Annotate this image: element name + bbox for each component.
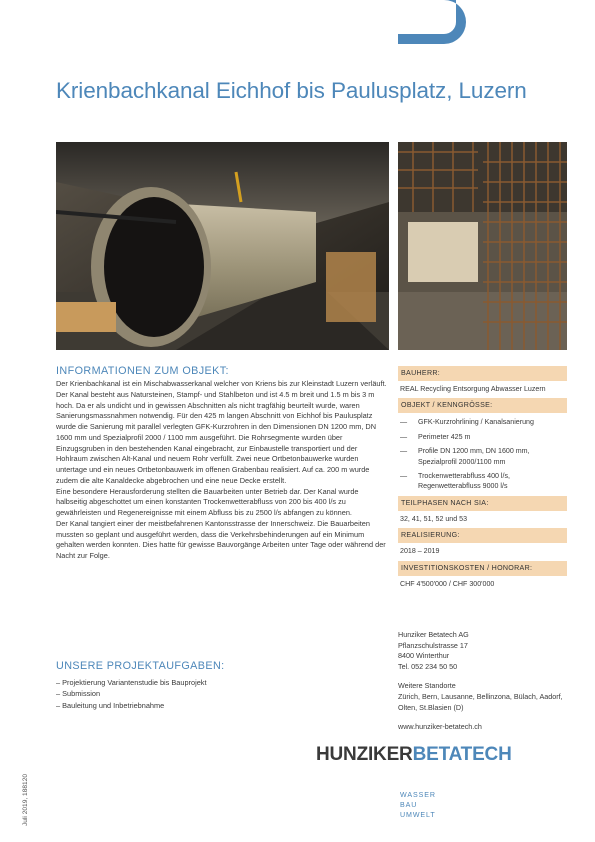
kosten-value: CHF 4'500'000 / CHF 300'000 xyxy=(400,579,495,588)
tagline-item: BAU xyxy=(400,801,418,810)
locations-label: Weitere Standorte xyxy=(398,681,456,691)
brand-wordmark xyxy=(316,744,512,772)
tagline-item: UMWELT xyxy=(400,811,436,820)
brand-tagline xyxy=(400,790,436,821)
brand-logo-mark xyxy=(398,0,466,44)
teilphasen-value: 32, 41, 51, 52 und 53 xyxy=(400,514,468,523)
company-website[interactable]: www.hunziker-betatech.ch xyxy=(398,722,482,732)
objekt-item: — Trockenwetterabfluss 400 l/s, Regenwetterabfluss 9000 l/s xyxy=(400,472,510,491)
objekt-item: — Profile DN 1200 mm, DN 1600 mm, Spezialprofil 2000/1100 mm xyxy=(400,447,530,466)
brand-word-betatech: BETATECH xyxy=(412,744,512,765)
task-item: – Bauleitung und Inbetriebnahme xyxy=(56,700,165,710)
company-contact xyxy=(398,630,578,733)
kosten-label: INVESTITIONSKOSTEN / HONORAR: xyxy=(398,561,567,576)
info-heading: INFORMATIONEN ZUM OBJEKT: xyxy=(56,365,229,377)
info-paragraph: Der Krienbachkanal ist ein Mischabwasserkanal welcher von Kriens bis zur Kleinstadt Luzern verläuft. Der Kanal besteht aus Natursteinen, Stampf- und Stahlbeton und ist 4.5 m breit und 1.5 m bis 3 m hoch. Da er als undicht und in gewissen Abschnitten als nicht tragfähig beurteilt wurde, waren Sanierungsmassnahmen notwendig. Für den 425 m langen Abschnitt von Eichhof bis Paulusplatz wurde die Sanierung mit parallel verlegten GFK-Kurzrohren in den Dimensionen DN 1200 mm, DN 1600 mm und Spezialprofil 2000 / 1100 mm ausgeführt. Die Rohrsegmente wurden über Einzugsgruben in den bestehenden Kanal eingebracht, zur Einbaustelle transportiert und der Hohlraum zwischen Alt-Kanal und neuem Rohr verfüllt. Zwei neue Ortbetonbauwerke wurden untertage und ein neues Ortbetonbauwerk im offenen Grabenbau realisiert. Auf ca. 200 m wurde zudem die alte Kanaldecke abgebrochen und eine neue Decke erstellt. xyxy=(56,379,387,485)
task-item: – Submission xyxy=(56,689,101,699)
project-facts-sidebar xyxy=(398,366,567,593)
tasks-list xyxy=(56,677,386,711)
company-name: Hunziker Betatech AG xyxy=(398,630,469,639)
photo-rebar-structure xyxy=(398,142,567,350)
photo-pipe-in-tunnel xyxy=(56,142,389,350)
info-paragraph: Der Kanal tangiert einer der meistbefahrenen Kantonsstrasse der Innerschweiz. Die Bauarbeiten mussten so geplant und ausgeführt werden, dass die Verkehrsbehinderungen auf ein Minimum gehalten werden konnten. Dies hatte für gewisse Bauvorgänge Arbeiten unter Tage oder während der Nacht zur Folge. xyxy=(56,518,386,560)
page-title: Krienbachkanal Eichhof bis Paulusplatz, Luzern xyxy=(56,78,527,103)
company-phone: Tel. 052 234 50 50 xyxy=(398,661,458,671)
bauherr-value: REAL Recycling Entsorgung Abwasser Luzern xyxy=(400,385,546,393)
date-code: Juli 2019, 188120 xyxy=(22,773,29,826)
info-body xyxy=(56,379,390,562)
locations-list: Zürich, Bern, Lausanne, Bellinzona, Bülach, Aadorf, Olten, St.Blasien (D) xyxy=(398,691,563,712)
objekt-label: OBJEKT / KENNGRÖSSE: xyxy=(398,398,567,413)
objekt-list xyxy=(398,413,567,495)
company-street: Pflanzschulstrasse 17 xyxy=(398,640,468,650)
company-city: 8400 Winterthur xyxy=(398,651,450,661)
tasks-heading: UNSERE PROJEKTAUFGABEN: xyxy=(56,660,225,672)
objekt-item: — Perimeter 425 m xyxy=(400,432,471,441)
realisierung-label: REALISIERUNG: xyxy=(398,528,567,543)
realisierung-value: 2018 – 2019 xyxy=(400,547,440,556)
task-item: – Projektierung Variantenstudie bis Bauprojekt xyxy=(56,678,207,687)
tagline-item: WASSER xyxy=(400,791,436,799)
objekt-item: — GFK-Kurzrohrlining / Kanalsanierung xyxy=(400,418,534,427)
brand-word-hunziker: HUNZIKER xyxy=(316,744,413,765)
bauherr-label: BAUHERR: xyxy=(398,366,567,381)
teilphasen-label: TEILPHASEN NACH SIA: xyxy=(398,496,567,511)
info-paragraph: Eine besondere Herausforderung stellten die Bauarbeiten unter Betrieb dar. Der Kanal wurde halbseitig abgeschottet um einen konstanten Trockenwetterabfluss von 200 bis 400 l/s zu gewährleisten und Regenereignisse mit einem Abfluss bis zu 2500 l/s abfangen zu können. xyxy=(56,486,359,517)
